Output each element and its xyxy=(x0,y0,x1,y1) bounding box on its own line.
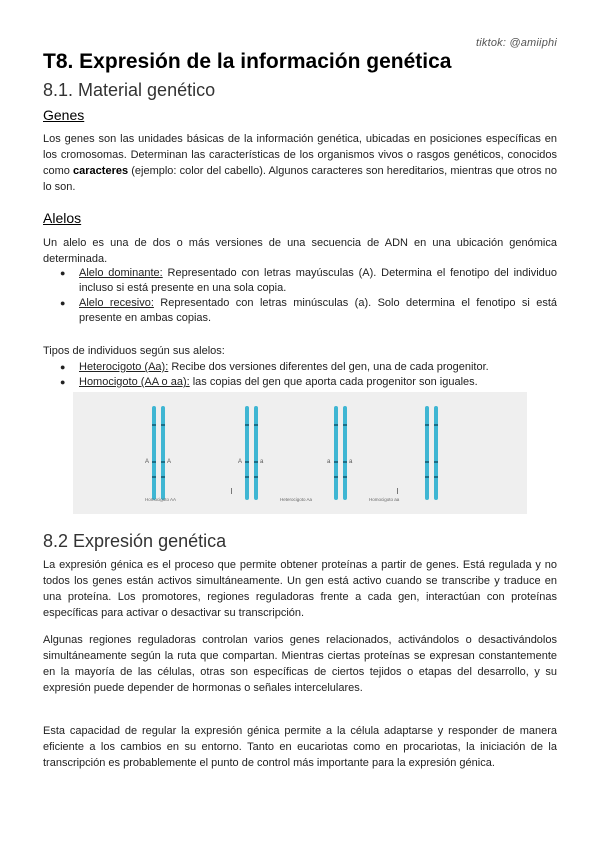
chromosome xyxy=(161,406,165,500)
figure-caption: Homocigoto aa xyxy=(369,497,400,502)
allele-label: A xyxy=(238,459,243,465)
chromosome xyxy=(254,406,258,500)
genes-subheading: Genes xyxy=(43,107,85,123)
expression-paragraph-2: Algunas regiones reguladoras controlan varios genes relacionados, activándolos o desactivándolos simultáneamente según la ruta que compartan. Mientras ciertas proteínas se expresan constantemente en la mayoría de las células, otras son específicas de ciertos tejidos o etapas del desarrollo, y su expresión puede depender de hormonas o señales intercelulares. xyxy=(43,634,557,694)
figure-tick xyxy=(231,488,232,494)
expression-paragraph-1: La expresión génica es el proceso que permite obtener proteínas a partir de genes. Está regulada y no todos los genes están activos simultáneamente. Un gen está activo cuando se transcribe y traduce en una proteína. Los promotores, regiones reguladoras frente a cada gen, interactúan con proteínas específicas para activar o desactivar su transcripción. xyxy=(43,559,557,619)
list-item-term: Alelo dominante: xyxy=(79,267,163,279)
section-2-heading: 8.2 Expresión genética xyxy=(43,531,227,551)
chromosome-band xyxy=(343,424,347,426)
list-item-term: Heterocigoto (Aa): xyxy=(79,361,169,373)
chromosome-band xyxy=(161,476,165,478)
expression-paragraph-3: Esta capacidad de regular la expresión génica permite a la célula adaptarse y responder de manera eficiente a los cambios en su entorno. Tanto en eucariotas como en procariotas, la iniciación de la transcripción es probablemente el punto de control más importante para la expresión génica. xyxy=(43,725,557,769)
chromosome xyxy=(152,406,156,500)
list-item-text: Representado con letras minúsculas (a). Solo determina el fenotipo si está presente en ambas copias. xyxy=(79,297,557,324)
chromosome-band xyxy=(254,424,258,426)
chromosome-band xyxy=(254,476,258,478)
list-item-term: Alelo recesivo: xyxy=(79,297,154,309)
chromosome-band xyxy=(245,461,249,463)
genes-text-after: (ejemplo: color del cabello). Algunos caracteres son hereditarios, mientras que otros no lo son. xyxy=(43,165,557,193)
allele-label: a xyxy=(260,459,264,465)
alelos-subheading: Alelos xyxy=(43,210,82,226)
genes-paragraph xyxy=(43,131,557,195)
chromosome-band xyxy=(152,424,156,426)
chromosome xyxy=(343,406,347,500)
figure-tick xyxy=(397,488,398,494)
chromosome-band xyxy=(334,461,338,463)
list-item xyxy=(59,360,557,375)
list-item-text: Representado con letras mayúsculas (A). Determina el fenotipo del individuo incluso si está presente en una sola copia. xyxy=(79,267,557,294)
allele-label: a xyxy=(327,459,331,465)
chromosome-band xyxy=(434,461,438,463)
chromosome-band xyxy=(334,476,338,478)
chromosome-band xyxy=(152,476,156,478)
alelos-list xyxy=(59,266,557,326)
allele-label: A xyxy=(145,459,150,465)
list-item xyxy=(59,375,557,390)
types-intro: Tipos de individuos según sus alelos: xyxy=(43,345,225,357)
chromosome-band xyxy=(434,424,438,426)
chromosome-band xyxy=(245,424,249,426)
list-item-term: Homocigoto (AA o aa): xyxy=(79,376,190,388)
types-list xyxy=(59,360,557,390)
chromosome-band xyxy=(254,461,258,463)
chromosome-band xyxy=(152,461,156,463)
chromosome-band xyxy=(425,461,429,463)
chromosome-band xyxy=(425,424,429,426)
chromosome xyxy=(425,406,429,500)
chromosome-band xyxy=(245,476,249,478)
credit: tiktok: @amiiphi xyxy=(475,37,557,49)
chromosome-band xyxy=(343,461,347,463)
chromosome-band xyxy=(425,476,429,478)
figure-caption: Heterocigoto Aa xyxy=(280,497,313,502)
chromosome xyxy=(245,406,249,500)
chromosome-figure xyxy=(73,392,527,514)
genes-text-before: Los genes son las unidades básicas de la información genética, ubicadas en posiciones específicas en los cromosomas. Determinan las características de los organismos vivos o rasgos genéticos, conocidos como xyxy=(43,133,557,177)
alelos-intro: Un alelo es una de dos o más versiones de una secuencia de ADN en una ubicación genómica determinada. xyxy=(43,237,557,265)
chromosome xyxy=(434,406,438,500)
list-item-text: las copias del gen que aporta cada progenitor son iguales. xyxy=(189,376,478,388)
figure-caption: Homocigoto AA xyxy=(145,497,177,502)
allele-label: A xyxy=(167,459,172,465)
chromosome-band xyxy=(161,424,165,426)
chromosome-band xyxy=(161,461,165,463)
allele-label: a xyxy=(349,459,353,465)
genes-bold-term: caracteres xyxy=(73,165,129,177)
list-item xyxy=(59,296,557,326)
list-item-text: Recibe dos versiones diferentes del gen, una de cada progenitor. xyxy=(168,361,489,373)
section-1-heading: 8.1. Material genético xyxy=(43,80,216,100)
chromosome-band xyxy=(434,476,438,478)
list-item xyxy=(59,266,557,296)
chromosome-band xyxy=(334,424,338,426)
chromosome xyxy=(334,406,338,500)
page-title: T8. Expresión de la información genética xyxy=(43,50,452,73)
chromosome-band xyxy=(343,476,347,478)
